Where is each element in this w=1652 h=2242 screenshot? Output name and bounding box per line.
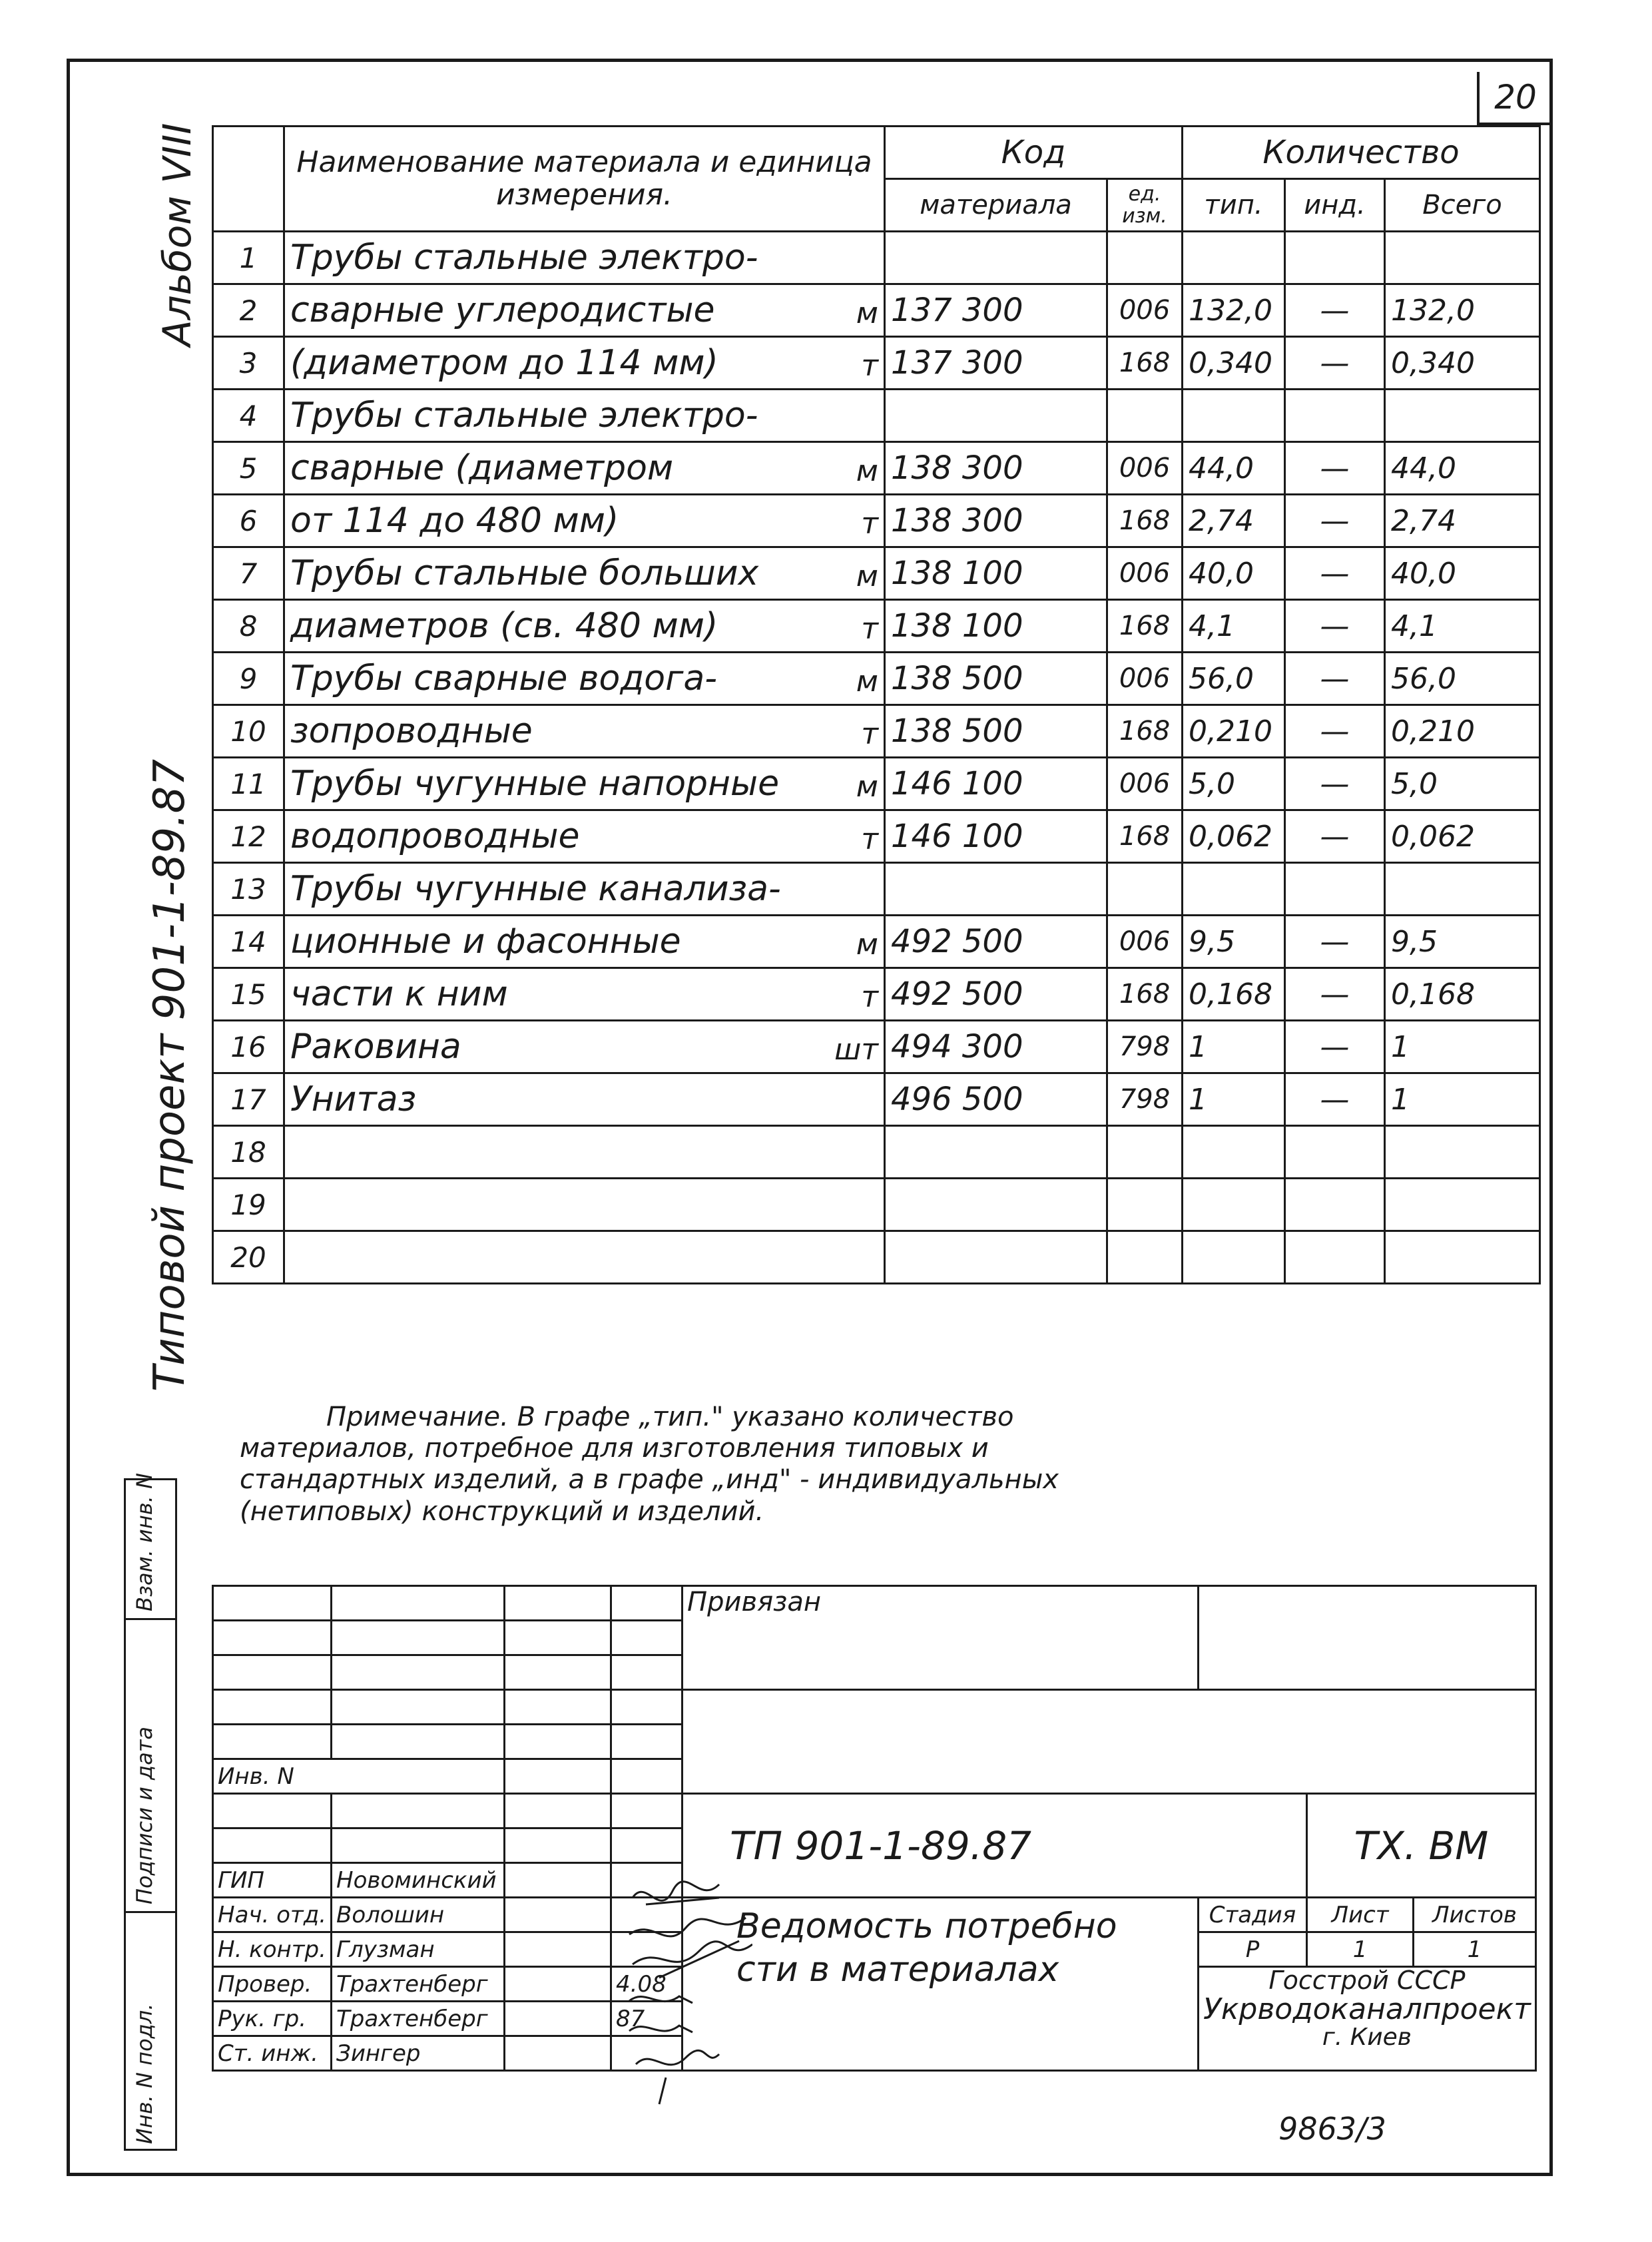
qty-total [1385, 863, 1540, 916]
attached-cell [683, 1586, 1199, 1690]
material-name-wrap [290, 606, 878, 646]
table-row [213, 1126, 1540, 1179]
person-role: Рук. гр. [213, 2002, 332, 2036]
material-name-cell [284, 600, 885, 653]
material-name-cell [284, 863, 885, 916]
row-number: 8 [213, 600, 284, 653]
material-name: сварные углеродистые [290, 290, 715, 330]
row-number: 15 [213, 968, 284, 1021]
person-name: Трахтенберг [332, 2002, 505, 2036]
table-row [213, 1073, 1540, 1126]
left-stamp-divider-2 [124, 1911, 177, 1913]
qty-typ: 132,0 [1183, 284, 1285, 337]
table-row [213, 600, 1540, 653]
table-row [213, 337, 1540, 390]
material-code [885, 1179, 1107, 1231]
person-date: 87 [611, 2002, 683, 2036]
qty-typ [1183, 390, 1285, 442]
qty-total: 1 [1385, 1073, 1540, 1126]
material-name-wrap [290, 659, 878, 699]
material-code: 137 300 [885, 284, 1107, 337]
material-name-cell [284, 653, 885, 705]
material-unit: м [856, 665, 878, 699]
material-unit: т [861, 822, 878, 856]
inv-orig-label: Инв. N подл. [132, 2003, 157, 2144]
note-line-1: Примечание. В графе „тип." указано количество [326, 1402, 1014, 1432]
unit-code [1107, 1231, 1183, 1284]
material-name: Трубы чугунные канализа- [290, 869, 781, 909]
material-code [885, 390, 1107, 442]
archive-number: 9863/3 [1278, 2111, 1386, 2147]
qty-typ: 0,062 [1183, 810, 1285, 863]
table-row [213, 863, 1540, 916]
material-name-cell [284, 337, 885, 390]
attached-label: Привязан [687, 1587, 822, 1617]
qty-total: 1 [1385, 1021, 1540, 1073]
material-name-cell [284, 1231, 885, 1284]
person-signature [505, 1932, 611, 1967]
material-name-cell [284, 1073, 885, 1126]
material-name-wrap [290, 553, 878, 593]
qty-typ: 0,340 [1183, 337, 1285, 390]
material-code: 492 500 [885, 916, 1107, 968]
material-unit: м [856, 559, 878, 593]
material-unit: м [856, 928, 878, 962]
material-name-cell [284, 1021, 885, 1073]
qty-ind [1285, 232, 1385, 284]
qty-typ [1183, 863, 1285, 916]
qty-total: 0,340 [1385, 337, 1540, 390]
material-name-cell [284, 1126, 885, 1179]
unit-code: 006 [1107, 653, 1183, 705]
row-number: 1 [213, 232, 284, 284]
row-number: 11 [213, 758, 284, 810]
signatures-scribble [619, 1878, 752, 2144]
person-role: Провер. [213, 1967, 332, 2002]
doc-code: ТП 901-1-89.87 [730, 1822, 1032, 1868]
material-name-wrap [290, 1079, 878, 1119]
material-name: Раковина [290, 1027, 461, 1067]
unit-code: 168 [1107, 705, 1183, 758]
qty-ind [1285, 1179, 1385, 1231]
qty-typ: 44,0 [1183, 442, 1285, 495]
project-label: Типовой проект 901-1-89.87 [145, 758, 194, 1392]
qty-typ: 4,1 [1183, 600, 1285, 653]
table-row [213, 810, 1540, 863]
table-row [213, 547, 1540, 600]
material-name-cell [284, 810, 885, 863]
doc-title-cell [683, 1898, 1199, 2071]
person-name: Волошин [332, 1898, 505, 1932]
sheets-value: 1 [1414, 1932, 1536, 1967]
material-name-wrap [290, 974, 878, 1014]
material-name: Трубы стальные электро- [290, 238, 758, 278]
qty-total [1385, 1231, 1540, 1284]
person-signature [505, 2002, 611, 2036]
row-number: 19 [213, 1179, 284, 1231]
material-name-wrap [290, 290, 878, 330]
material-unit: т [861, 507, 878, 541]
material-name: Унитаз [290, 1079, 417, 1119]
person-signature [505, 1967, 611, 2002]
material-name-wrap [290, 501, 878, 541]
left-stamp-divider-1 [124, 1618, 177, 1620]
qty-total: 44,0 [1385, 442, 1540, 495]
row-number: 16 [213, 1021, 284, 1073]
person-signature [505, 2036, 611, 2071]
person-role: Н. контр. [213, 1932, 332, 1967]
material-code: 494 300 [885, 1021, 1107, 1073]
material-code [885, 863, 1107, 916]
materials-table [212, 125, 1541, 1284]
qty-ind [1285, 1231, 1385, 1284]
person-name: Трахтенберг [332, 1967, 505, 2002]
unit-code [1107, 390, 1183, 442]
row-number: 12 [213, 810, 284, 863]
qty-total: 0,210 [1385, 705, 1540, 758]
material-code: 492 500 [885, 968, 1107, 1021]
material-name: от 114 до 480 мм) [290, 501, 619, 541]
unit-code: 006 [1107, 758, 1183, 810]
note-line-3: стандартных изделий, а в графе „инд" - индивидуальных [240, 1464, 1059, 1496]
header-number-cell [213, 127, 284, 232]
qty-ind: — [1285, 547, 1385, 600]
material-name-wrap [290, 711, 878, 751]
qty-ind [1285, 863, 1385, 916]
material-name-cell [284, 968, 885, 1021]
material-unit: т [861, 717, 878, 751]
qty-ind: — [1285, 758, 1385, 810]
material-name: ционные и фасонные [290, 922, 681, 962]
person-date: 4.08 [611, 1967, 683, 2002]
person-signature [505, 1863, 611, 1898]
qty-total: 9,5 [1385, 916, 1540, 968]
material-name-wrap [290, 1027, 878, 1067]
material-unit: т [861, 980, 878, 1014]
stamp-row-4 [213, 1690, 1536, 1725]
row-number: 10 [213, 705, 284, 758]
qty-typ: 5,0 [1183, 758, 1285, 810]
material-name-cell [284, 547, 885, 600]
qty-total: 5,0 [1385, 758, 1540, 810]
person-role: ГИП [213, 1863, 332, 1898]
qty-ind: — [1285, 1021, 1385, 1073]
qty-ind [1285, 390, 1385, 442]
material-code: 138 100 [885, 547, 1107, 600]
material-code: 138 500 [885, 705, 1107, 758]
qty-typ: 40,0 [1183, 547, 1285, 600]
material-name-cell [284, 1179, 885, 1231]
qty-typ [1183, 232, 1285, 284]
attached-right-cell [1199, 1586, 1536, 1690]
unit-code: 168 [1107, 968, 1183, 1021]
header-qty-ind: инд. [1285, 179, 1385, 232]
person-name: Новоминский [332, 1863, 505, 1898]
row-number: 13 [213, 863, 284, 916]
unit-code [1107, 863, 1183, 916]
material-name-cell [284, 390, 885, 442]
doc-code-cell [683, 1794, 1307, 1898]
qty-typ: 0,168 [1183, 968, 1285, 1021]
inv-no-cell: Инв. N [213, 1759, 505, 1794]
person-signature [505, 1898, 611, 1932]
material-name-wrap [290, 869, 878, 909]
table-row [213, 916, 1540, 968]
stamp-row-10 [213, 1898, 1536, 1932]
material-name-cell [284, 495, 885, 547]
material-name-wrap [290, 816, 878, 856]
table-row [213, 495, 1540, 547]
album-label: Альбом VIII [154, 123, 200, 346]
material-unit: т [861, 612, 878, 646]
material-code: 496 500 [885, 1073, 1107, 1126]
doc-title-line-2: сти в материалах [736, 1950, 1059, 1990]
material-name: (диаметром до 114 мм) [290, 343, 718, 383]
table-row [213, 232, 1540, 284]
material-name: части к ним [290, 974, 508, 1014]
row-number: 7 [213, 547, 284, 600]
material-name-cell [284, 232, 885, 284]
qty-ind: — [1285, 653, 1385, 705]
material-name-wrap [290, 343, 878, 383]
material-name: Трубы сварные водога- [290, 659, 718, 699]
sign-date-label: Подписи и дата [132, 1727, 157, 1904]
qty-typ [1183, 1231, 1285, 1284]
stage-label: Стадия [1199, 1898, 1307, 1932]
material-name: зопроводные [290, 711, 533, 751]
material-name: Трубы стальные электро- [290, 396, 758, 435]
unit-code: 798 [1107, 1021, 1183, 1073]
material-code: 137 300 [885, 337, 1107, 390]
material-code: 146 100 [885, 758, 1107, 810]
qty-ind: — [1285, 968, 1385, 1021]
person-name: Глузман [332, 1932, 505, 1967]
header-code-material: материала [885, 179, 1107, 232]
material-name-wrap [290, 238, 878, 278]
table-header-row-1 [213, 127, 1540, 179]
qty-total [1385, 1179, 1540, 1231]
doc-title-line-1: Ведомость потребно [736, 1906, 1117, 1946]
header-name: Наименование материала и единица измерения. [284, 127, 885, 232]
qty-ind: — [1285, 600, 1385, 653]
unit-code: 168 [1107, 337, 1183, 390]
empty-stamp-area [683, 1690, 1536, 1794]
table-row [213, 758, 1540, 810]
header-qty-group: Количество [1183, 127, 1540, 179]
sheet-number: 20 [1477, 72, 1551, 125]
table-note [240, 1402, 1372, 1528]
material-name-wrap [290, 922, 878, 962]
qty-ind [1285, 1126, 1385, 1179]
qty-total: 2,74 [1385, 495, 1540, 547]
material-name: сварные (диаметром [290, 448, 674, 488]
unit-code [1107, 1179, 1183, 1231]
row-number: 14 [213, 916, 284, 968]
qty-total: 56,0 [1385, 653, 1540, 705]
stamp-row-7 [213, 1794, 1536, 1828]
organization-cell [1199, 1967, 1536, 2071]
material-code: 138 500 [885, 653, 1107, 705]
qty-total [1385, 390, 1540, 442]
header-code-unit: ед. изм. [1107, 179, 1183, 232]
person-name: Зингер [332, 2036, 505, 2071]
row-number: 18 [213, 1126, 284, 1179]
qty-ind: — [1285, 705, 1385, 758]
stage-value: Р [1199, 1932, 1307, 1967]
qty-typ [1183, 1126, 1285, 1179]
table-row [213, 968, 1540, 1021]
qty-typ: 2,74 [1183, 495, 1285, 547]
qty-ind: — [1285, 284, 1385, 337]
unit-code: 006 [1107, 547, 1183, 600]
material-name-cell [284, 916, 885, 968]
material-code [885, 1126, 1107, 1179]
qty-typ: 9,5 [1183, 916, 1285, 968]
material-name: диаметров (св. 480 мм) [290, 606, 718, 646]
material-code: 138 300 [885, 495, 1107, 547]
table-row [213, 284, 1540, 337]
person-role: Нач. отд. [213, 1898, 332, 1932]
note-line-4: (нетиповых) конструкций и изделий. [240, 1496, 764, 1527]
unit-code: 168 [1107, 495, 1183, 547]
row-number: 3 [213, 337, 284, 390]
material-name-cell [284, 442, 885, 495]
row-number: 4 [213, 390, 284, 442]
qty-total: 40,0 [1385, 547, 1540, 600]
unit-code: 798 [1107, 1073, 1183, 1126]
unit-code: 006 [1107, 284, 1183, 337]
note-line-2: материалов, потребное для изготовления типовых и [240, 1433, 989, 1464]
material-name-cell [284, 284, 885, 337]
org-line-3: г. Киев [1322, 2024, 1412, 2052]
header-qty-typ: тип. [1183, 179, 1285, 232]
qty-total: 132,0 [1385, 284, 1540, 337]
qty-total: 0,062 [1385, 810, 1540, 863]
qty-ind: — [1285, 442, 1385, 495]
header-code-group: Код [885, 127, 1183, 179]
qty-typ [1183, 1179, 1285, 1231]
qty-total: 0,168 [1385, 968, 1540, 1021]
material-unit: шт [834, 1033, 878, 1067]
table-row [213, 653, 1540, 705]
unit-code: 006 [1107, 442, 1183, 495]
material-name-wrap [290, 764, 878, 804]
material-name-cell [284, 705, 885, 758]
qty-ind: — [1285, 1073, 1385, 1126]
row-number: 17 [213, 1073, 284, 1126]
unit-code: 006 [1107, 916, 1183, 968]
table-row [213, 1179, 1540, 1231]
org-line-1: Госстрой СССР [1268, 1966, 1466, 1995]
unit-code: 168 [1107, 810, 1183, 863]
material-code [885, 232, 1107, 284]
doc-mark: ТХ. ВМ [1354, 1822, 1489, 1868]
row-number: 5 [213, 442, 284, 495]
table-row [213, 1231, 1540, 1284]
material-name: водопроводные [290, 816, 580, 856]
material-unit: т [861, 349, 878, 383]
material-unit: м [856, 770, 878, 804]
row-number: 20 [213, 1231, 284, 1284]
stamp-row-1 [213, 1586, 1536, 1621]
qty-ind: — [1285, 810, 1385, 863]
title-block [212, 1585, 1537, 2072]
mark-cell [1306, 1794, 1535, 1898]
material-unit: м [856, 296, 878, 330]
material-name-cell [284, 758, 885, 810]
qty-typ: 1 [1183, 1073, 1285, 1126]
qty-typ: 1 [1183, 1021, 1285, 1073]
qty-total [1385, 232, 1540, 284]
material-name-wrap [290, 396, 878, 435]
org-line-2: Укрводоканалпроект [1203, 1992, 1531, 2026]
material-code [885, 1231, 1107, 1284]
qty-typ: 56,0 [1183, 653, 1285, 705]
unit-code: 168 [1107, 600, 1183, 653]
table-row [213, 442, 1540, 495]
material-code: 138 100 [885, 600, 1107, 653]
table-row [213, 705, 1540, 758]
qty-ind: — [1285, 916, 1385, 968]
header-qty-total: Всего [1385, 179, 1540, 232]
qty-ind: — [1285, 495, 1385, 547]
person-role: Ст. инж. [213, 2036, 332, 2071]
material-code: 146 100 [885, 810, 1107, 863]
qty-total: 4,1 [1385, 600, 1540, 653]
qty-typ: 0,210 [1183, 705, 1285, 758]
sheets-label: Листов [1414, 1898, 1536, 1932]
unit-code [1107, 1126, 1183, 1179]
material-name: Трубы стальные больших [290, 553, 759, 593]
row-number: 2 [213, 284, 284, 337]
row-number: 6 [213, 495, 284, 547]
table-row [213, 390, 1540, 442]
material-name-wrap [290, 448, 878, 488]
qty-total [1385, 1126, 1540, 1179]
qty-ind: — [1285, 337, 1385, 390]
unit-code [1107, 232, 1183, 284]
material-name: Трубы чугунные напорные [290, 764, 780, 804]
row-number: 9 [213, 653, 284, 705]
inv-replace-label: Взам. инв. N [132, 1473, 157, 1611]
table-row [213, 1021, 1540, 1073]
material-unit: м [856, 454, 878, 488]
material-code: 138 300 [885, 442, 1107, 495]
sheet-value: 1 [1306, 1932, 1413, 1967]
sheet-label: Лист [1306, 1898, 1413, 1932]
